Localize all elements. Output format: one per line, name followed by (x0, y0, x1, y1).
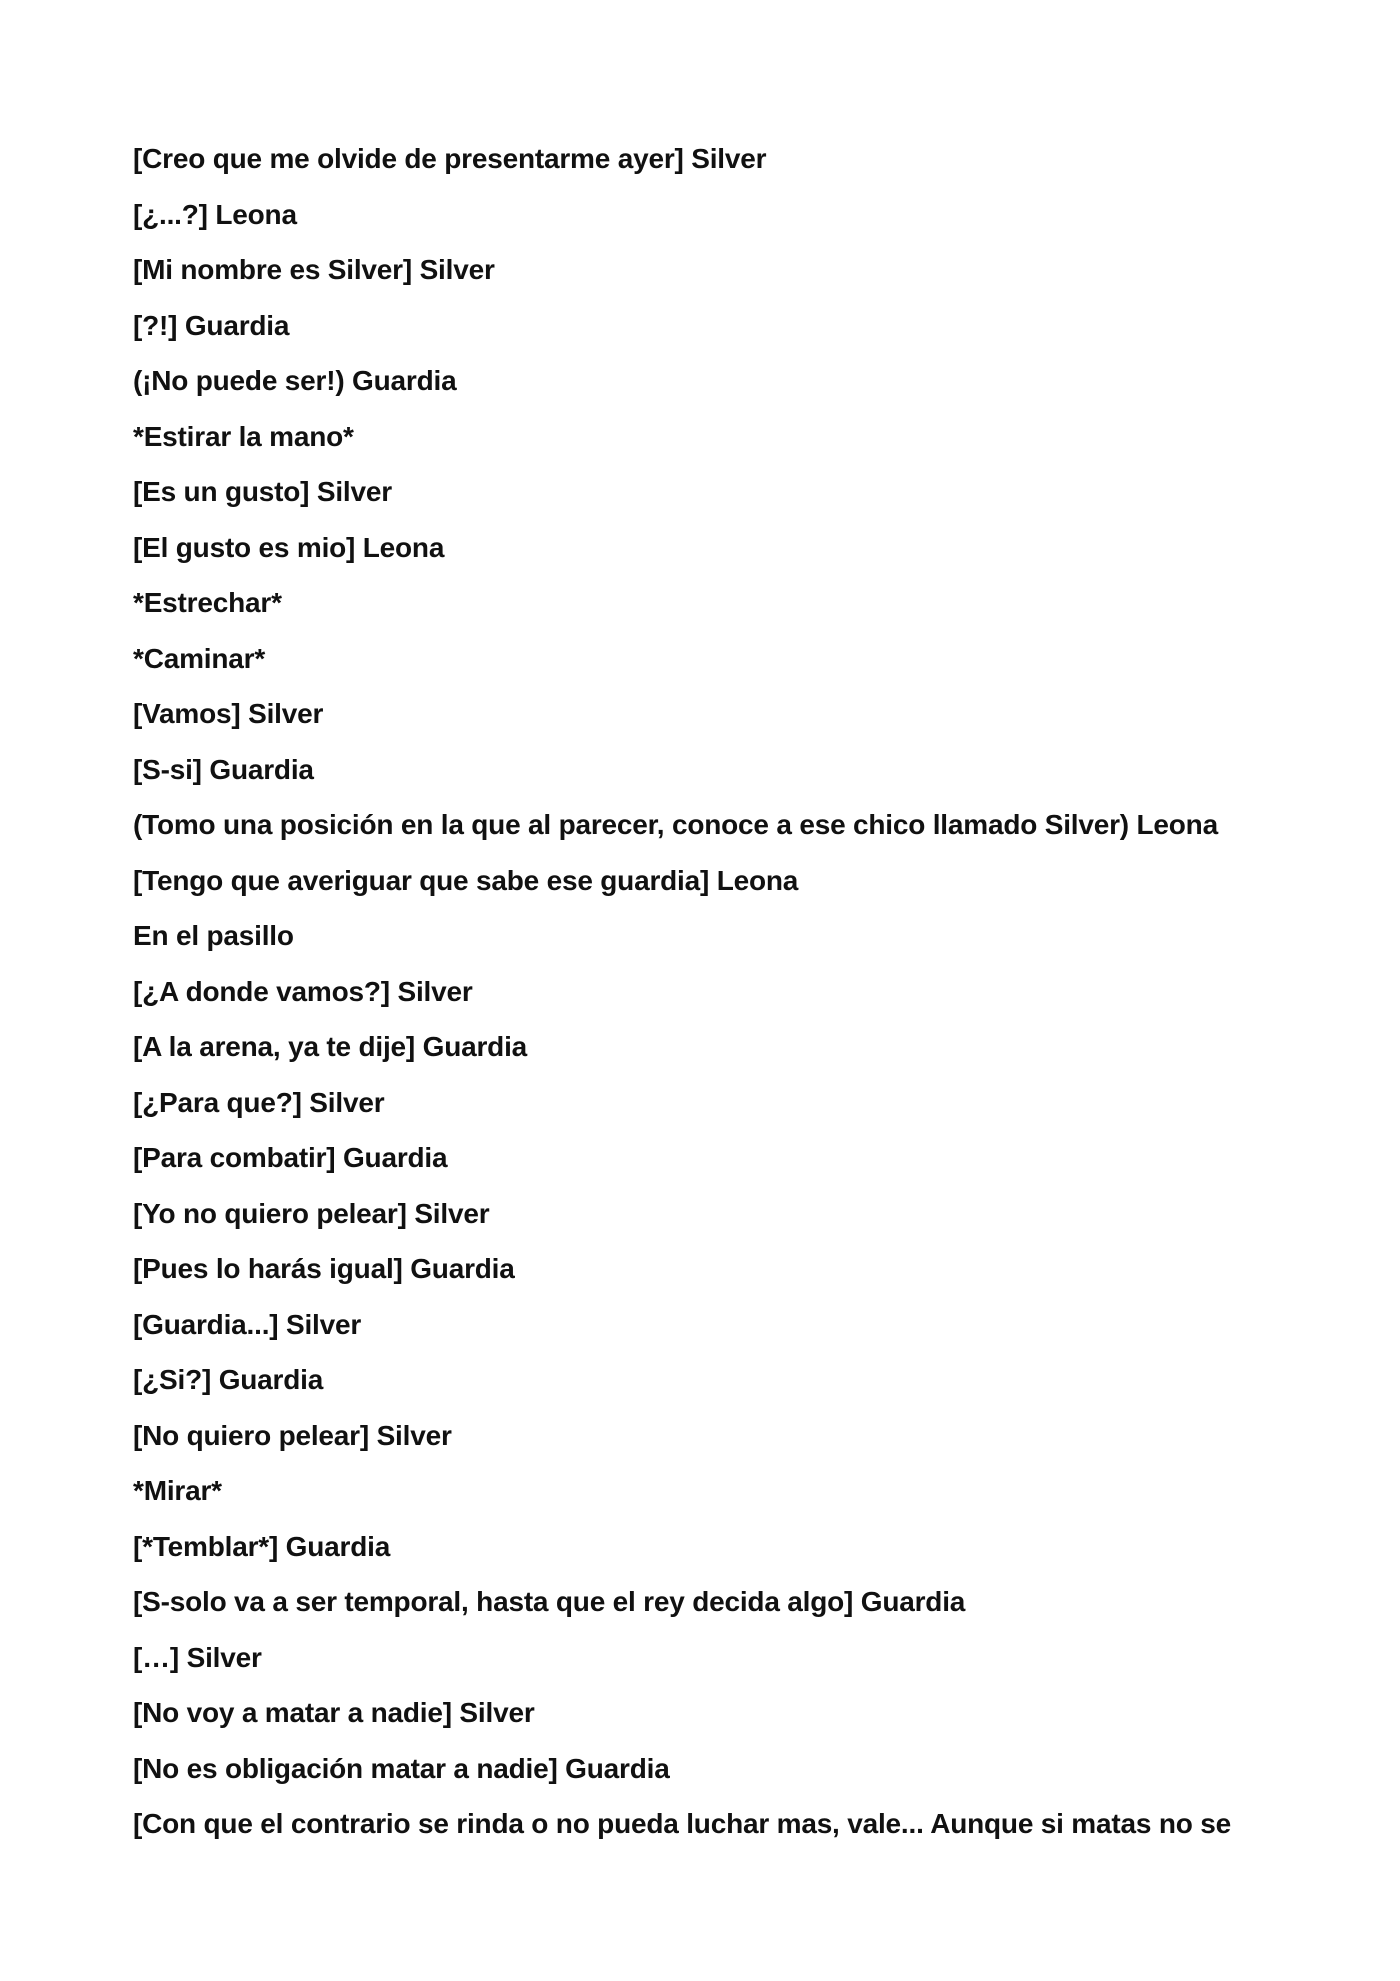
dialogue-line: [¿Si?] Guardia (133, 1364, 324, 1395)
dialogue-line: [Yo no quiero pelear] Silver (133, 1197, 490, 1229)
dialogue-line: [S-solo va a ser temporal, hasta que el rey decida algo] Guardia (133, 1586, 966, 1617)
dialogue-line: [Mi nombre es Silver] Silver (133, 254, 495, 285)
dialogue-line: *Caminar* (133, 642, 266, 674)
dialogue-line: [El gusto es mio] Leona (133, 531, 445, 563)
dialogue-line: [¿A donde vamos?] Silver (133, 975, 473, 1007)
dialogue-line: [?!] Guardia (133, 309, 290, 341)
dialogue-line: *Estirar la mano* (133, 420, 354, 452)
dialogue-line: [Con que el contrario se rinda o no pueda luchar mas, vale... Aunque si matas no se (133, 1808, 1231, 1839)
dialogue-line: [¿Para que?] Silver (133, 1086, 385, 1118)
dialogue-line: [Vamos] Silver (133, 698, 324, 729)
dialogue-line: *Estrechar* (133, 587, 282, 618)
dialogue-line: [A la arena, ya te dije] Guardia (133, 1031, 528, 1062)
dialogue-line: [¿...?] Leona (133, 198, 297, 230)
dialogue-line: […] Silver (133, 1641, 262, 1673)
dialogue-line: (Tomo una posición en la que al parecer, conoce a ese chico llamado Silver) Leona (133, 809, 1218, 840)
dialogue-line: [Pues lo harás igual] Guardia (133, 1253, 515, 1284)
dialogue-line: [No quiero pelear] Silver (133, 1419, 452, 1451)
dialogue-line: [Tengo que averiguar que sabe ese guardia] Leona (133, 864, 799, 896)
dialogue-text (133, 131, 1333, 1852)
dialogue-line: [S-si] Guardia (133, 753, 314, 785)
dialogue-line: [Guardia...] Silver (133, 1308, 362, 1340)
dialogue-line: *Mirar* (133, 1475, 222, 1506)
dialogue-line: [Creo que me olvide de presentarme ayer] Silver (133, 143, 767, 174)
dialogue-line: [Para combatir] Guardia (133, 1142, 448, 1173)
dialogue-line: (¡No puede ser!) Guardia (133, 365, 457, 396)
dialogue-line: [*Temblar*] Guardia (133, 1530, 391, 1562)
dialogue-line: En el pasillo (133, 920, 294, 951)
dialogue-line: [No voy a matar a nadie] Silver (133, 1697, 535, 1728)
dialogue-line: [No es obligación matar a nadie] Guardia (133, 1752, 670, 1784)
dialogue-line: [Es un gusto] Silver (133, 476, 392, 507)
